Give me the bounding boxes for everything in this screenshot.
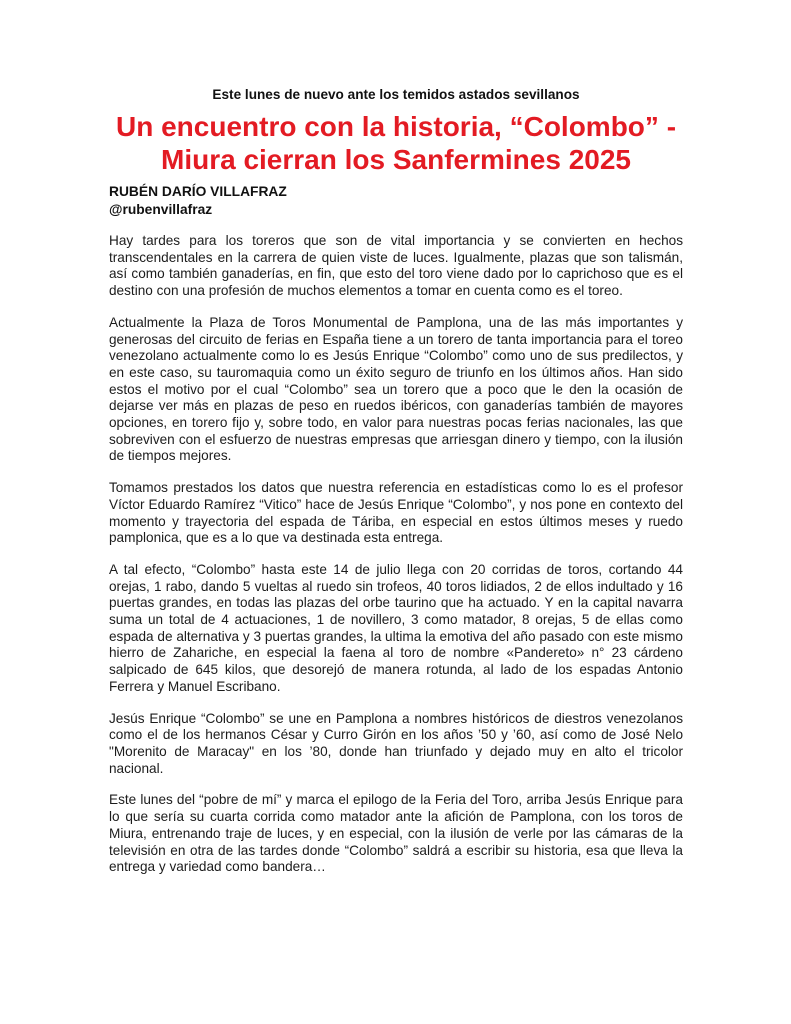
title-line-2: Miura cierran los Sanfermines 2025 (161, 144, 631, 175)
article-paragraph-6: Este lunes del “pobre de mí” y marca el epilogo de la Feria del Toro, arriba Jesús Enrique para lo que sería su cuarta corrida como matador ante la afición de Pamplona, con los toros de Miura, entrenando traje de luces, y en especial, con la ilusión de verle por las cámaras de la televisión en otra de las tardes donde “Colombo” saldrá a escribir su historia, esa que lleva la entrega y variedad como bandera… (109, 792, 683, 875)
article-paragraph-3: Tomamos prestados los datos que nuestra referencia en estadísticas como lo es el profesor Víctor Eduardo Ramírez “Vitico” hace de Jesús Enrique “Colombo”, y nos pone en contexto del momento y trayectoria del espada de Táriba, en especial en estos últimos meses y ruedo pamplonica, que es a lo que va destinada esta entrega. (109, 480, 683, 546)
article-paragraph-5: Jesús Enrique “Colombo” se une en Pamplona a nombres históricos de diestros venezolanos como el de los hermanos César y Curro Girón en los años ’50 y ’60, así como de José Nelo "Morenito de Maracay" en los ’80, donde han triunfado y dejado muy en alto el tricolor nacional. (109, 710, 683, 776)
article-paragraph-1: Hay tardes para los toreros que son de vital importancia y se convierten en hechos transcendentales en la carrera de quien viste de luces. Igualmente, plazas que son talismán, así como también ganaderías, en fin, que esto del toro viene dado por lo caprichoso que es el destino con una profesión de muchos elementos a tomar en cuenta como es el toreo. (109, 233, 683, 299)
kicker: Este lunes de nuevo ante los temidos astados sevillanos (212, 87, 580, 102)
article-paragraph-2: Actualmente la Plaza de Toros Monumental de Pamplona, una de las más importantes y generosas del circuito de ferias en España tiene a un torero de tanta importancia para el toreo venezolano actualmente como lo es Jesús Enrique “Colombo” como uno de sus predilectos, y en este caso, su tauromaquia como un éxito seguro de triunfo en los últimos años. Han sido estos el motivo por el cual “Colombo” sea un torero que a poco que le den la ocasión de dejarse ver más en plazas de peso en ruedos ibéricos, con ganaderías también de mayores opciones, en torero fijo y, sobre todo, en valor para nuestras pocas ferias nacionales, las que sobreviven con el esfuerzo de nuestras empresas que arriesgan dinero y tiempo, con la ilusión de tiempos mejores. (109, 314, 683, 464)
title-line-1: Un encuentro con la historia, “Colombo” - (115, 111, 677, 142)
author-name: RUBÉN DARÍO VILLAFRAZ (109, 184, 287, 199)
article-paragraph-4: A tal efecto, “Colombo” hasta este 14 de julio llega con 20 corridas de toros, cortando 44 orejas, 1 rabo, dando 5 vueltas al ruedo sin trofeos, 40 toros lidiados, 2 de ellos indultado y 16 puertas grandes, en todas las plazas del orbe taurino que ha actuado. Y en la capital navarra suma un total de 4 actuaciones, 1 de novillero, 3 como matador, 8 orejas, 5 de ellas como espada de alternativa y 3 puertas grandes, la ultima la emotiva del año pasado con este mismo hierro de Zahariche, en especial la faena al toro de nombre «Pandereto» n° 23 cárdeno salpicado de 645 kilos, que desorejó de manera rotunda, al lado de los espadas Antonio Ferrera y Manuel Escribano. (109, 561, 683, 694)
byline (109, 183, 683, 218)
author-handle: @rubenvillafraz (109, 201, 213, 217)
article-title (109, 110, 683, 176)
